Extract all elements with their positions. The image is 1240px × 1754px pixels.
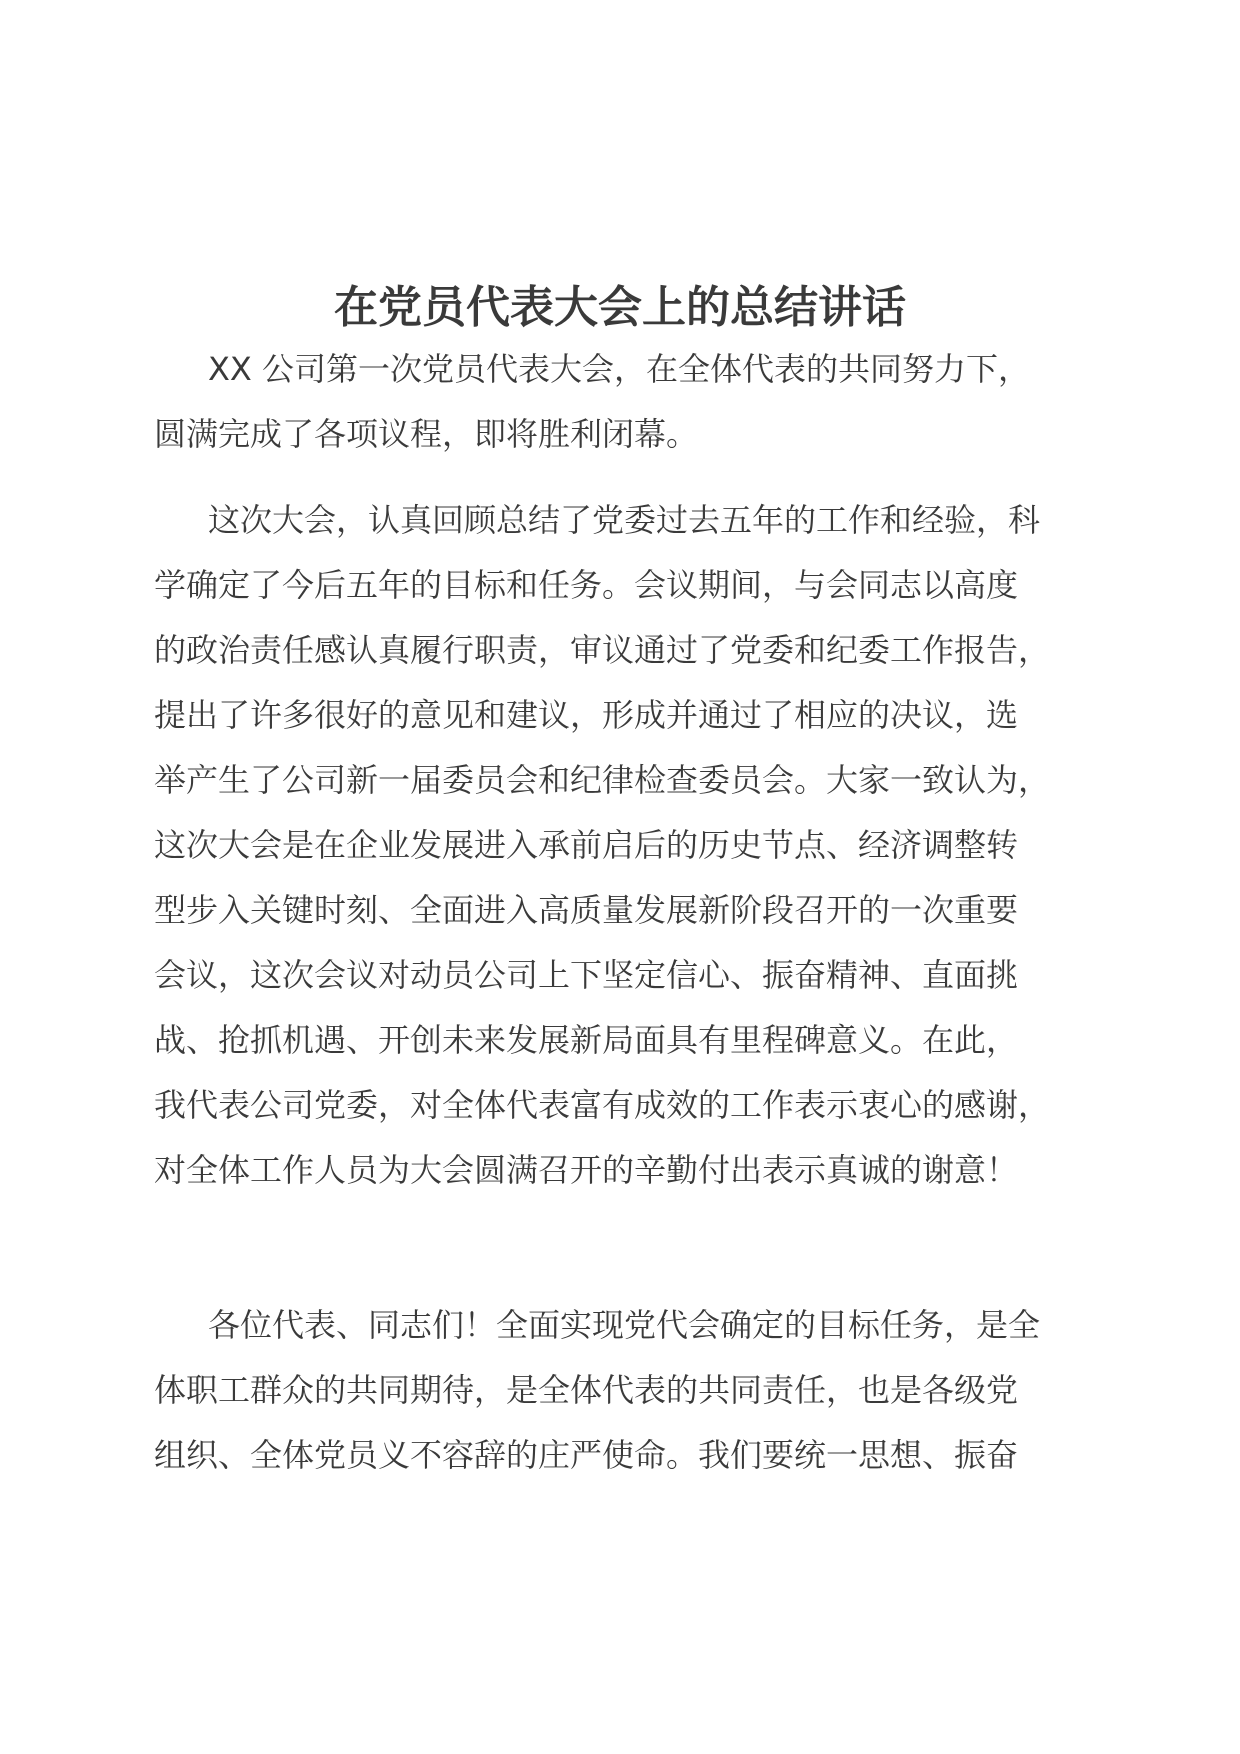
paragraph-line: 学确定了今后五年的目标和任务。会议期间，与会同志以高度 [154,566,1019,604]
document-body [154,337,1094,507]
document-body [154,488,1094,1243]
paragraph-line: 提出了许多很好的意见和建议，形成并通过了相应的决议，选 [154,696,1019,734]
paragraph-line: 的政治责任感认真履行职责，审议通过了党委和纪委工作报告， [154,631,1051,669]
paragraph-line: 组织、全体党员义不容辞的庄严使命。我们要统一思想、振奋 [154,1436,1019,1474]
paragraph-line: 这次大会，认真回顾总结了党委过去五年的工作和经验，科 [208,501,1041,539]
paragraph-3 [154,1293,1094,1488]
paragraph-line: XX 公司第一次党员代表大会，在全体代表的共同努力下， [208,350,1031,388]
paragraph-line: 战、抢抓机遇、开创未来发展新局面具有里程碑意义。在此， [154,1021,1019,1059]
paragraph-line: 举产生了公司新一届委员会和纪律检查委员会。大家一致认为， [154,761,1051,799]
paragraph-line: 各位代表、同志们！全面实现党代会确定的目标任务，是全 [208,1306,1041,1344]
document-title: 在党员代表大会上的总结讲话 [334,282,906,333]
paragraph-line: 体职工群众的共同期待，是全体代表的共同责任，也是各级党 [154,1371,1019,1409]
paragraph-2 [154,488,1094,1203]
paragraph-1 [154,337,1094,467]
paragraph-line: 型步入关键时刻、全面进入高质量发展新阶段召开的一次重要 [154,891,1019,929]
paragraph-line: 圆满完成了各项议程，即将胜利闭幕。 [154,415,699,453]
document-body [154,1293,1094,1528]
paragraph-line: 这次大会是在企业发展进入承前启后的历史节点、经济调整转 [154,826,1019,864]
paragraph-line: 我代表公司党委，对全体代表富有成效的工作表示衷心的感谢， [154,1086,1051,1124]
paragraph-line: 对全体工作人员为大会圆满召开的辛勤付出表示真诚的谢意！ [154,1151,1019,1189]
paragraph-line: 会议，这次会议对动员公司上下坚定信心、振奋精神、直面挑 [154,956,1019,994]
